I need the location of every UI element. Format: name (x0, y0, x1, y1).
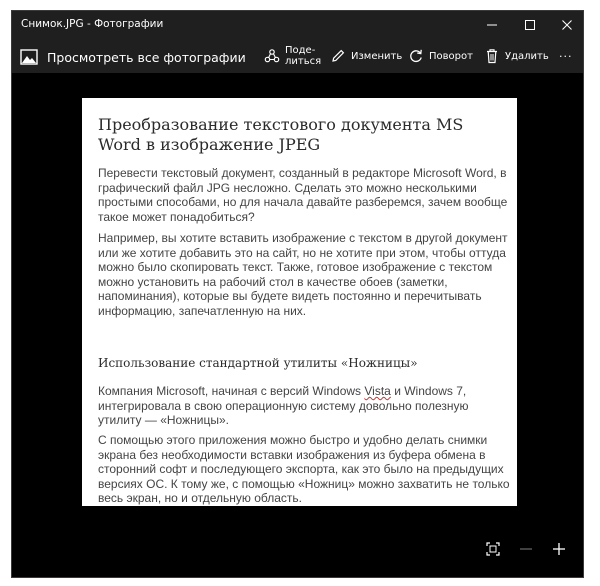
title-bar (12, 11, 583, 39)
fit-to-window-button[interactable] (483, 541, 503, 557)
rotate-label: Поворот (429, 50, 473, 62)
view-all-photos-label: Просмотреть все фотографии (47, 49, 246, 65)
maximize-button[interactable] (511, 11, 549, 39)
more-options-button[interactable] (559, 39, 573, 73)
document-paragraph-1: Перевести текстовый документ, созданный в редакторе Microsoft Word, в графический файл JPG несложно. Сделать это можно несколькими простыми способами, но для начала давайте разберемся, зачем вообще такое может понадобиться? (98, 166, 508, 224)
minimize-icon (486, 19, 498, 31)
photos-app-window (11, 10, 584, 578)
pencil-icon (330, 48, 346, 64)
zoom-out-button[interactable] (516, 541, 536, 557)
share-label: Поде-литься (285, 45, 322, 67)
photos-icon (20, 49, 38, 65)
paragraph-3-text-end: и Windows 7, интегрировала в свою операционную систему довольно полезную утилиту — «Ножницы». (98, 384, 469, 428)
rotate-button[interactable] (408, 39, 473, 73)
edit-label: Изменить (351, 50, 403, 62)
delete-label: Удалить (505, 50, 549, 62)
share-button[interactable] (264, 39, 322, 73)
edit-button[interactable] (330, 39, 402, 73)
paragraph-3-vista: Vista (364, 384, 391, 398)
view-all-photos-button[interactable] (20, 47, 246, 67)
fit-to-window-icon (486, 542, 500, 556)
trash-icon (484, 48, 500, 64)
document-title: Преобразование текстового документа MS Word в изображение JPEG (98, 115, 464, 154)
zoom-in-button[interactable] (549, 541, 569, 557)
window-title: Снимок.JPG - Фотографии (21, 18, 164, 30)
document-subheading: Использование стандартной утилиты «Ножницы» (98, 356, 418, 370)
command-bar (12, 39, 583, 73)
minimize-button[interactable] (473, 11, 511, 39)
document-paragraph-4: С помощью этого приложения можно быстро и удобно делать снимки экрана без необходимости вставки изображения из буфера обмена в сторонний софт и последующего экспорта, как это было на предыдущих версиях ОС. К тому же, с помощью «Ножниц» можно захватить не только весь экран, но и отдельную область. (98, 433, 510, 506)
share-icon (264, 48, 280, 64)
maximize-icon (524, 19, 536, 31)
document-paragraph-2: Например, вы хотите вставить изображение с текстом в другой документ или же хотите добавить это на сайт, но не хотите при этом, чтобы оттуда можно было скопировать текст. Также, готовое изображение с текстом можно установить на рабочий стол в качестве обоев (заметки, напоминания), которые вы будете видеть постоянно и перечитывать информацию, запечатленную на них. (98, 231, 508, 318)
zoom-out-icon (519, 542, 533, 556)
delete-button[interactable] (484, 39, 549, 73)
photo-document-image (82, 98, 517, 506)
document-paragraph-3 (98, 384, 510, 428)
rotate-icon (408, 48, 424, 64)
zoom-in-icon (552, 542, 566, 556)
close-icon (561, 19, 573, 31)
close-button[interactable] (548, 11, 584, 39)
paragraph-3-text-start: Компания Microsoft, начиная с версий Windows (98, 384, 365, 398)
more-label: ··· (559, 49, 573, 63)
